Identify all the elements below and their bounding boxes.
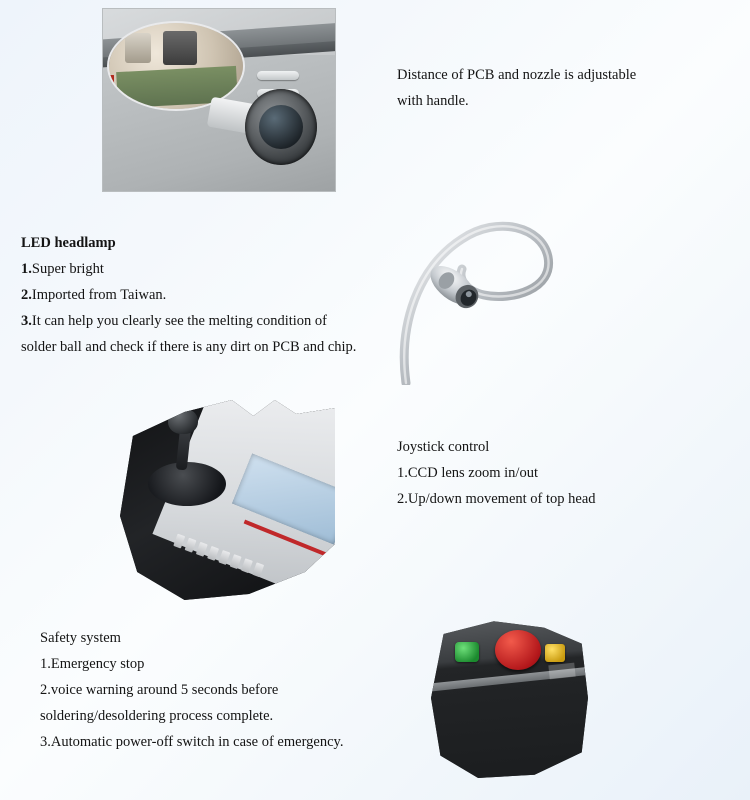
knob-center	[259, 105, 303, 149]
led-item-1	[21, 256, 381, 282]
joystick-control-panel-photo	[120, 400, 335, 600]
emergency-stop-buttons-photo	[431, 618, 588, 778]
distance-line-1: Distance of PCB and nozzle is adjustable	[397, 67, 637, 83]
led-item-3-continuation: solder ball and check if there is any dirt on PCB and chip.	[21, 339, 357, 355]
component-light	[125, 33, 151, 63]
lamp-drawing	[392, 205, 612, 385]
led-item-3-number: 3.	[21, 313, 32, 329]
panel-button	[230, 554, 242, 569]
joystick-knob	[168, 408, 198, 434]
distance-line-2: with handle.	[397, 93, 469, 109]
pcb-closeup-inset	[109, 23, 243, 109]
led-gooseneck-lamp-photo	[392, 205, 612, 385]
panel-button	[196, 542, 208, 557]
joystick-item-2: 2.Up/down movement of top head	[397, 491, 596, 507]
panel-button	[252, 562, 264, 577]
safety-item-2-continuation: soldering/desoldering process complete.	[40, 708, 274, 724]
safety-item-1: 1.Emergency stop	[40, 656, 145, 672]
red-capacitor	[109, 75, 114, 91]
led-item-2	[21, 282, 381, 308]
adjust-handle-knob	[245, 89, 317, 165]
yellow-indicator-button	[545, 644, 565, 662]
safety-system-callout-text	[40, 625, 385, 755]
led-headlamp-callout-text	[21, 230, 381, 360]
green-start-button	[455, 642, 479, 662]
panel-button	[218, 550, 230, 565]
button-label-plate	[548, 663, 575, 680]
led-item-1-number: 1.	[21, 261, 32, 277]
red-emergency-stop-button	[495, 630, 541, 670]
panel-button	[207, 546, 219, 561]
led-item-3-text: It can help you clearly see the melting condition of	[31, 313, 328, 329]
joystick-item-1: 1.CCD lens zoom in/out	[397, 465, 538, 481]
joystick-callout-text	[397, 434, 697, 512]
nozzle-slot	[257, 71, 299, 80]
led-heading: LED headlamp	[21, 235, 116, 251]
safety-item-2: 2.voice warning around 5 seconds before	[40, 682, 279, 698]
led-item-2-number: 2.	[21, 287, 32, 303]
led-item-3	[21, 308, 381, 334]
joystick-heading: Joystick control	[397, 439, 490, 455]
joystick-base	[148, 462, 226, 506]
chip-component	[163, 31, 197, 65]
safety-heading: Safety system	[40, 630, 121, 646]
led-item-1-text: Super bright	[31, 261, 104, 277]
panel-button	[185, 538, 197, 553]
led-item-2-text: Imported from Taiwan.	[31, 287, 167, 303]
panel-button	[241, 558, 253, 573]
nozzle-and-handle-photo	[102, 8, 336, 192]
safety-item-3: 3.Automatic power-off switch in case of emergency.	[40, 734, 344, 750]
distance-callout-text	[397, 62, 697, 114]
